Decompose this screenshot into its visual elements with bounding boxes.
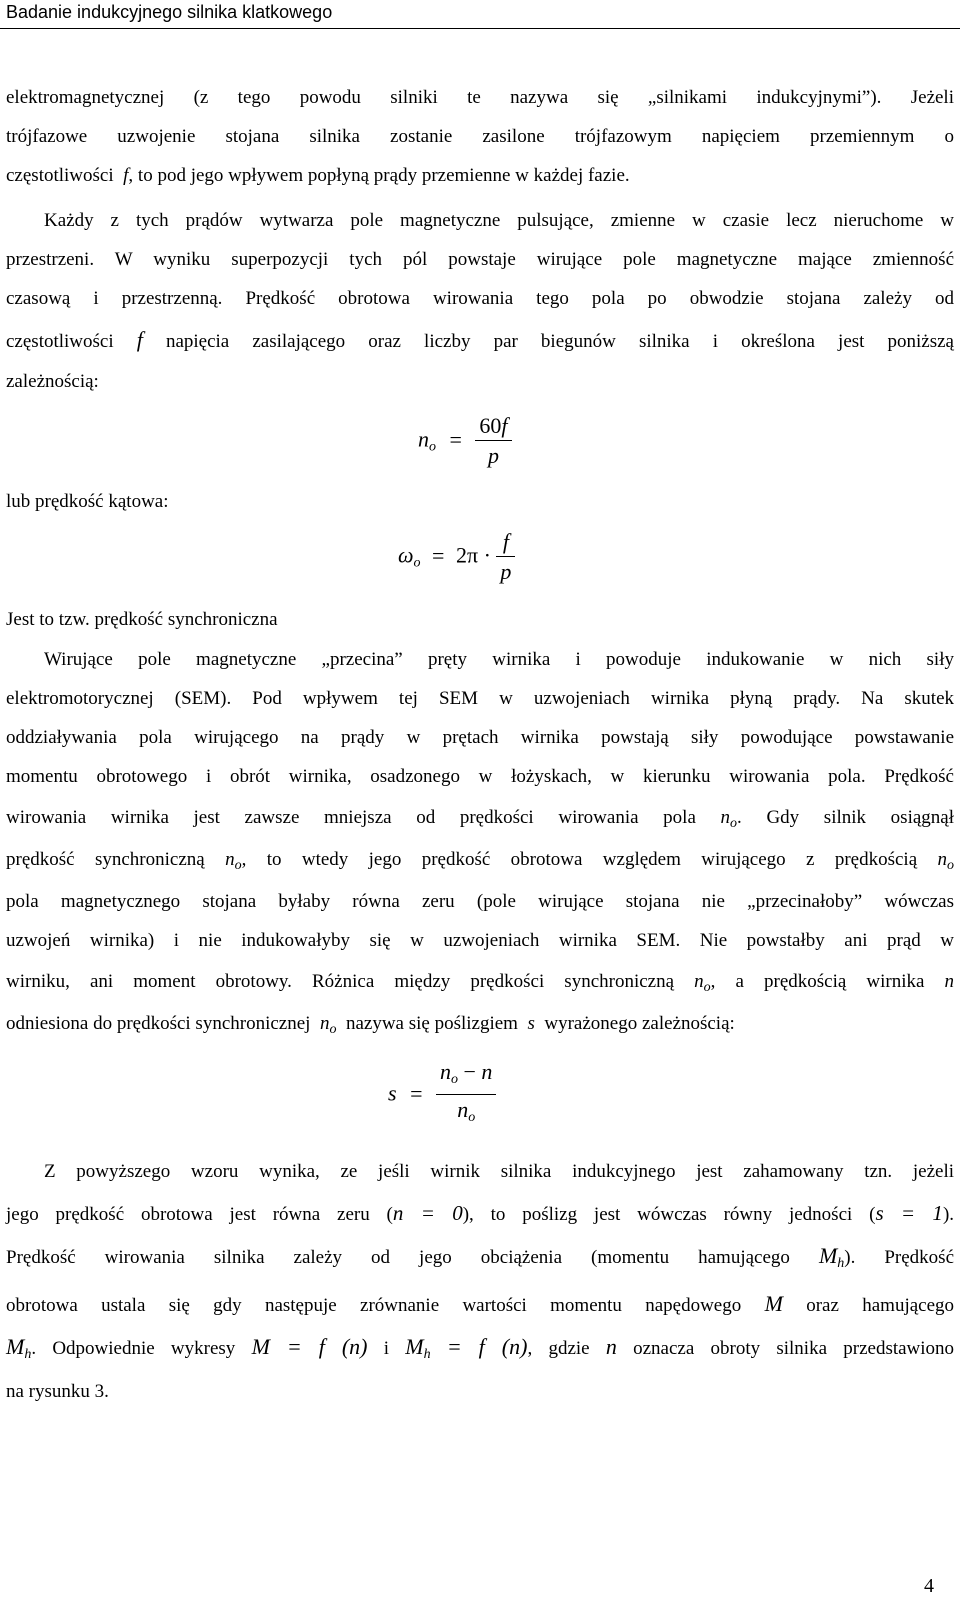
eq-numerator-n: n [439, 1059, 451, 1084]
text-span: oraz hamującego [806, 1295, 955, 1316]
text-span: oznacza obroty silnika przedstawiono [633, 1338, 955, 1359]
text-span: prędkość synchroniczną [6, 849, 205, 870]
text-span: napięcia zasilającego oraz liczby par biegunów silnika i określona jest poniższą [165, 331, 954, 352]
paragraph-line: przestrzeni. W wyniku superpozycji tych pól powstaje wirujące pole magnetyczne mające zmienność [6, 249, 954, 270]
paragraph-line: Wirujące pole magnetyczne „przecina” pręty wirnika i powoduje indukowanie w nich siły [44, 649, 954, 670]
math-M: M [764, 1291, 783, 1316]
paragraph-line: elektromagnetycznej (z tego powodu silniki te nazywa się „silnikami indukcyjnymi”). Jeżeli [6, 87, 954, 108]
eq-fraction [475, 412, 511, 471]
paragraph-line [6, 1335, 954, 1367]
paragraph-line: Jest to tzw. prędkość synchroniczna [6, 609, 278, 630]
paragraph-line [6, 806, 954, 836]
eq-coefficient: 2π · [455, 542, 491, 568]
text-span: , a prędkością wirnika [710, 971, 925, 992]
paragraph-line: trójfazowe uzwojenie stojana silnika zostanie zasilone trójfazowym napięciem przemiennym o [6, 126, 954, 147]
eq-symbol-s: s [388, 1080, 397, 1106]
text-span: odniesiona do prędkości synchronicznej [6, 1013, 311, 1034]
math-subscript: h [423, 1347, 431, 1362]
paragraph-line [6, 1292, 954, 1318]
math-subscript: o [947, 858, 955, 873]
paragraph-line: zależnością: [6, 371, 99, 392]
text-span: . Odpowiednie wykresy [31, 1338, 236, 1359]
text-span: ), to poślizg jest wówczas równy jedności ( [462, 1204, 876, 1225]
math-M: M [818, 1243, 838, 1268]
paragraph-line [6, 328, 954, 354]
paragraph-line: na rysunku 3. [6, 1381, 109, 1402]
equation-angular-speed [398, 528, 515, 587]
paragraph-line [6, 164, 954, 188]
paragraph-line: uzwojeń wirnika) i nie indukowałyby się w uzwojeniach wirnika SEM. Nie powstałby ani prąd w [6, 930, 954, 951]
math-n-eq-0: n = 0 [392, 1201, 463, 1225]
eq-numerator-f: f [501, 413, 508, 438]
math-n: n [694, 971, 704, 992]
math-subscript: o [703, 980, 711, 995]
page-header [0, 0, 960, 28]
paragraph-line [6, 1012, 954, 1042]
eq-symbol-n: n [418, 426, 429, 452]
header-title: Badanie indukcyjnego silnika klatkowego [6, 2, 333, 22]
math-n: n [225, 849, 235, 870]
eq-fraction [496, 528, 515, 587]
page-number: 4 [924, 1575, 934, 1597]
eq-symbol-omega: ω [398, 542, 414, 568]
text-span: ). Prędkość [844, 1247, 955, 1268]
math-subscript: h [837, 1256, 845, 1271]
text-span: częstotliwości [6, 165, 114, 186]
math-n: n [937, 849, 948, 870]
paragraph-line: momentu obrotowego i obrót wirnika, osadzonego w łożyskach, w kierunku wirowania pola. Prędkość [6, 766, 954, 787]
math-M-eq-f-n: M = f (n) [251, 1334, 368, 1359]
paragraph-line: Z powyższego wzoru wynika, ze jeśli wirnik silnika indukcyjnego jest zahamowany tzn. jeżeli [44, 1161, 954, 1182]
text-span: wirowania wirnika jest zawsze mniejsza od prędkości wirowania pola [6, 807, 696, 828]
math-n: n [720, 807, 731, 828]
equation-slip [388, 1058, 496, 1133]
math-f: f [123, 165, 129, 186]
paragraph-line [6, 970, 954, 1000]
math-n: n [319, 1013, 330, 1034]
paragraph-line: elektromotorycznej (SEM). Pod wpływem tej SEM w uzwojeniach wirnika płyną prądy. Na skutek [6, 688, 954, 709]
eq-subscript: o [429, 439, 436, 455]
math-M: M [405, 1334, 424, 1359]
text-span: nazywa się poślizgiem [345, 1013, 518, 1034]
text-span: i [383, 1338, 390, 1359]
eq-numerator-n2: n [481, 1059, 493, 1084]
eq-denominator-p: p [500, 559, 512, 584]
paragraph-line [6, 848, 954, 878]
text-span: , gdzie [527, 1338, 590, 1359]
equation-synchronous-speed [418, 412, 512, 471]
eq-denominator-n: n [457, 1097, 469, 1122]
eq-fraction [436, 1058, 496, 1133]
math-n: n [605, 1334, 617, 1359]
text-span: . Gdy silnik osiągnął [737, 807, 954, 828]
paragraph-line [6, 1201, 954, 1227]
eq-subscript: o [468, 1110, 476, 1125]
paragraph-line: pola magnetycznego stojana byłaby równa zeru (pole wirujące stojana nie „przecinałoby” wówczas [6, 891, 954, 912]
eq-subscript: o [413, 555, 421, 571]
paragraph-line: Każdy z tych prądów wytwarza pole magnetyczne pulsujące, zmienne w czasie lecz nieruchome w [44, 210, 954, 231]
paragraph-line: czasową i przestrzenną. Prędkość obrotowa wirowania tego pola po obwodzie stojana zależy od [6, 288, 954, 309]
paragraph-line: lub prędkość kątowa: [6, 491, 169, 512]
eq-equals: = [449, 426, 462, 452]
eq-subscript: o [450, 1072, 458, 1087]
eq-numerator-f: f [496, 528, 515, 557]
text-span: wyrażonego zależnością: [544, 1013, 735, 1034]
text-span: ). [942, 1204, 955, 1225]
text-span: wirniku, ani moment obrotowy. Różnica między prędkości synchroniczną [6, 971, 675, 992]
eq-minus: − [463, 1059, 476, 1084]
math-s-eq-1: s = 1 [875, 1201, 943, 1225]
math-n: n [944, 971, 955, 992]
math-subscript: o [329, 1022, 337, 1037]
math-subscript: o [234, 858, 242, 873]
math-M: M [6, 1334, 25, 1359]
math-subscript: h [24, 1347, 32, 1362]
math-subscript: o [730, 816, 738, 831]
text-span: obrotowa ustala się gdy następuje zrównanie wartości momentu napędowego [6, 1295, 742, 1316]
text-span: Prędkość wirowania silnika zależy od jego obciążenia (momentu hamującego [6, 1247, 790, 1268]
header-rule [0, 28, 960, 29]
paragraph-line: oddziaływania pola wirującego na prądy w prętach wirnika powstają siły powodujące powstawanie [6, 727, 954, 748]
eq-equals: = [410, 1080, 423, 1106]
text-span: , to pod jego wpływem popłyną prądy przemienne w każdej fazie. [128, 165, 630, 186]
eq-numerator-60: 60 [479, 413, 502, 438]
text-span: jego prędkość obrotowa jest równa zeru ( [6, 1204, 393, 1225]
eq-equals: = [432, 542, 445, 568]
math-s: s [527, 1013, 535, 1034]
text-span: częstotliwości [6, 331, 114, 352]
paragraph-line [6, 1244, 954, 1276]
math-eq-f-n: = f (n) [446, 1334, 528, 1359]
text-span: , to wtedy jego prędkość obrotowa względem wirującego z prędkością [241, 849, 918, 870]
math-f: f [136, 327, 143, 352]
eq-denominator-p: p [487, 443, 499, 468]
